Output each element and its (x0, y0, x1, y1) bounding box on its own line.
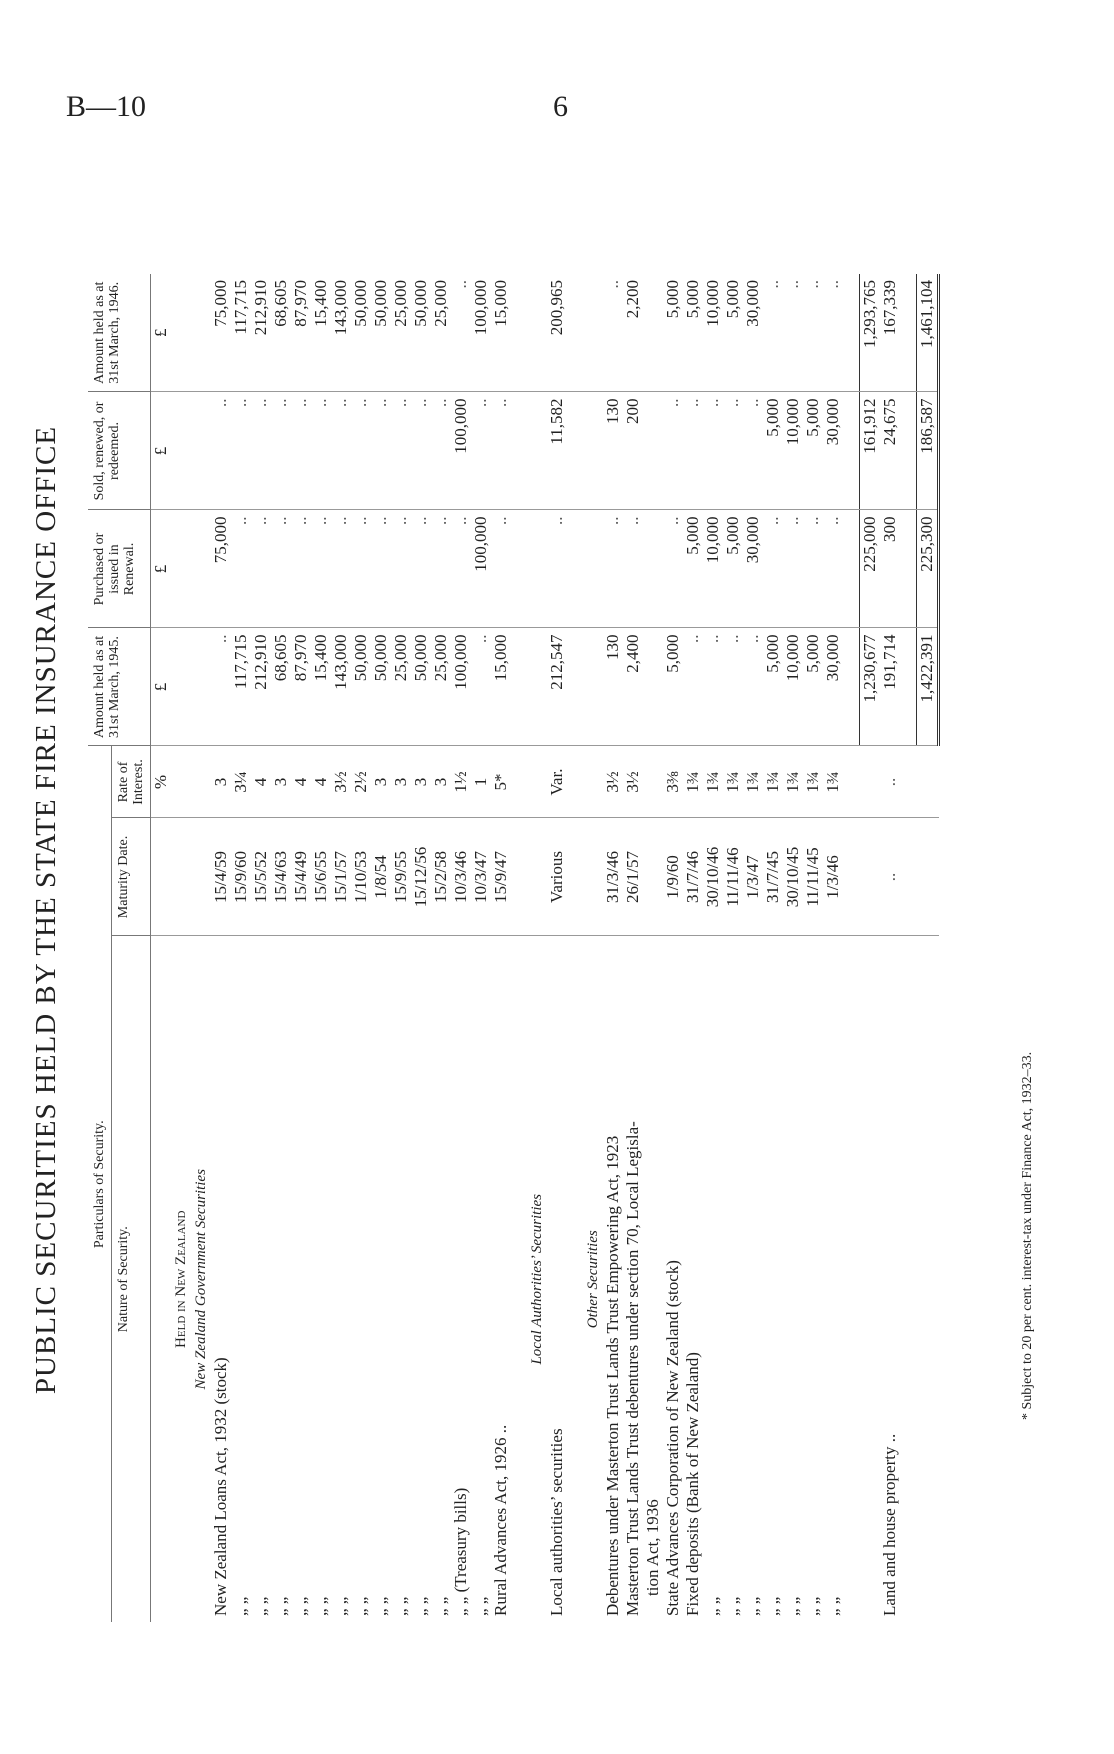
held-1946: 5,000 (683, 274, 703, 392)
held-1946: 5,000 (663, 274, 683, 392)
purchased: .. (371, 510, 391, 628)
held-1945: 50,000 (411, 628, 431, 746)
held-1945: 30,000 (823, 628, 843, 746)
purchased: .. (763, 510, 783, 628)
interest-rate: 3½ (603, 746, 623, 818)
held-1945: 87,970 (291, 628, 311, 746)
header-held-1946: Amount held as at 31st March, 1946. (88, 274, 151, 392)
held-1946: 200,965 (547, 274, 567, 392)
units-row (151, 274, 172, 1622)
section-nz-govt: New Zealand Government Securities (193, 1169, 209, 1390)
maturity-date: 1/10/53 (351, 818, 371, 936)
table-row (251, 274, 271, 1622)
table-row (703, 274, 723, 1622)
held-1945: 25,000 (431, 628, 451, 746)
purchased: .. (547, 510, 567, 628)
header-nature: Nature of Security. (112, 936, 151, 1622)
table-row (643, 274, 663, 1622)
table-row (723, 274, 743, 1622)
held-1945: .. (723, 628, 743, 746)
sold: 5,000 (803, 392, 823, 510)
held-1945: 2,400 (623, 628, 643, 746)
interest-rate: 4 (311, 746, 331, 818)
security-nature: „ „ (251, 1596, 270, 1616)
maturity-date: 15/5/52 (251, 818, 271, 936)
purchased (643, 510, 663, 628)
land-maturity: .. (880, 818, 900, 936)
header-held-1945: Amount held as at 31st March, 1945. (88, 628, 151, 746)
held-1946: 87,970 (291, 274, 311, 392)
subtotal-sold: 161,912 (860, 392, 881, 510)
security-nature: Rural Advances Act, 1926 .. (491, 1424, 510, 1616)
held-1946: 30,000 (743, 274, 763, 392)
table-row (783, 274, 803, 1622)
security-nature: „ „ (471, 1596, 490, 1616)
total-held-1945: 1,422,391 (917, 628, 939, 746)
interest-rate (643, 746, 663, 818)
maturity-date: 15/4/49 (291, 818, 311, 936)
interest-rate: 1¾ (823, 746, 843, 818)
interest-rate: 1¾ (783, 746, 803, 818)
maturity-date: 15/9/47 (491, 818, 511, 936)
interest-rate: 1¾ (763, 746, 783, 818)
interest-rate: 3½ (331, 746, 351, 818)
table-row (431, 274, 451, 1622)
maturity-date: 31/7/46 (683, 818, 703, 936)
purchased: .. (231, 510, 251, 628)
interest-rate: 3⅜ (663, 746, 683, 818)
held-1946: 75,000 (211, 274, 231, 392)
held-1945: 5,000 (803, 628, 823, 746)
held-1945: 25,000 (391, 628, 411, 746)
table-row (371, 274, 391, 1622)
maturity-date: 15/9/55 (391, 818, 411, 936)
purchased: 100,000 (471, 510, 491, 628)
purchased: .. (331, 510, 351, 628)
maturity-date: 11/11/46 (723, 818, 743, 936)
interest-rate: 3 (211, 746, 231, 818)
total-sold: 186,587 (917, 392, 939, 510)
sold (643, 392, 663, 510)
held-1946: 212,910 (251, 274, 271, 392)
subtotal-held-1945: 1,230,677 (860, 628, 881, 746)
held-1946: 10,000 (703, 274, 723, 392)
table-row (623, 274, 643, 1622)
totals-body (843, 274, 939, 1622)
maturity-date: 30/10/46 (703, 818, 723, 936)
purchased: .. (823, 510, 843, 628)
held-1946: 2,200 (623, 274, 643, 392)
held-1945: 5,000 (763, 628, 783, 746)
purchased: .. (411, 510, 431, 628)
total-held-1946: 1,461,104 (917, 274, 939, 392)
table-row (491, 274, 511, 1622)
purchased: .. (623, 510, 643, 628)
security-nature: „ „ (743, 1596, 762, 1616)
interest-rate: 5* (491, 746, 511, 818)
sold: .. (411, 392, 431, 510)
report-reference: B—10 (66, 90, 147, 123)
held-1945: .. (743, 628, 763, 746)
held-1946: 5,000 (723, 274, 743, 392)
held-1946 (643, 274, 663, 392)
header-sold: Sold, renewed, or redeemed. (88, 392, 151, 510)
header-particulars: Particulars of Security. (88, 746, 112, 1622)
held-1945: 212,547 (547, 628, 567, 746)
sold: .. (391, 392, 411, 510)
table-row (803, 274, 823, 1622)
sold: 30,000 (823, 392, 843, 510)
maturity-date: 15/2/58 (431, 818, 451, 936)
held-1946: 25,000 (431, 274, 451, 392)
security-nature: New Zealand Loans Act, 1932 (stock) (211, 1357, 230, 1616)
sold: .. (743, 392, 763, 510)
purchased: .. (391, 510, 411, 628)
land-rate: .. (880, 746, 900, 818)
held-1945: 15,400 (311, 628, 331, 746)
subtotal-row (860, 274, 881, 1622)
page-number: 6 (553, 90, 568, 123)
page-title: PUBLIC SECURITIES HELD BY THE STATE FIRE INSURANCE OFFICE (30, 425, 62, 1395)
interest-rate: 3 (391, 746, 411, 818)
held-1945: 50,000 (371, 628, 391, 746)
table-header-row (88, 274, 112, 1622)
purchased: .. (603, 510, 623, 628)
interest-rate: 1¾ (743, 746, 763, 818)
security-nature: „ „ (351, 1596, 370, 1616)
table-row (763, 274, 783, 1622)
sold: .. (351, 392, 371, 510)
interest-rate: 3 (371, 746, 391, 818)
interest-rate: 3 (431, 746, 451, 818)
maturity-date: 31/7/45 (763, 818, 783, 936)
held-1946: 143,000 (331, 274, 351, 392)
table-row (411, 274, 431, 1622)
interest-rate: 1 (471, 746, 491, 818)
interest-rate: 3 (411, 746, 431, 818)
held-1945: .. (683, 628, 703, 746)
held-1945 (643, 628, 663, 746)
purchased: .. (803, 510, 823, 628)
maturity-date: 10/3/46 (451, 818, 471, 936)
maturity-date: 1/8/54 (371, 818, 391, 936)
header-maturity: Maturity Date. (112, 818, 151, 936)
sold: 11,582 (547, 392, 567, 510)
security-nature: „ „ (723, 1596, 742, 1616)
interest-rate: 3½ (623, 746, 643, 818)
total-purchased: 225,300 (917, 510, 939, 628)
security-nature: „ „ (431, 1596, 450, 1616)
interest-rate: 1½ (451, 746, 471, 818)
purchased: .. (291, 510, 311, 628)
sold: .. (491, 392, 511, 510)
security-nature: Fixed deposits (Bank of New Zealand) (683, 1352, 702, 1616)
security-nature: „ „ (823, 1596, 842, 1616)
table-row (331, 274, 351, 1622)
held-1946: .. (783, 274, 803, 392)
section-caption-row (583, 274, 603, 1622)
held-1946: .. (803, 274, 823, 392)
table-row (663, 274, 683, 1622)
section-caption-row (171, 274, 191, 1622)
table-row (451, 274, 471, 1622)
money-unit-sold: £ (151, 392, 172, 510)
table-row (231, 274, 251, 1622)
rate-unit: % (151, 746, 172, 818)
purchased: .. (451, 510, 471, 628)
table-body (151, 274, 512, 1622)
security-nature: „ „ (763, 1596, 782, 1616)
land-held-1945: 191,714 (880, 628, 900, 746)
sold: .. (663, 392, 683, 510)
securities-table (88, 274, 940, 1622)
held-1946: 50,000 (411, 274, 431, 392)
sold: .. (291, 392, 311, 510)
table-row (683, 274, 703, 1622)
interest-rate: 1¾ (703, 746, 723, 818)
held-1946: .. (823, 274, 843, 392)
money-unit-1945: £ (151, 628, 172, 746)
table-row (823, 274, 843, 1622)
maturity-date: 15/1/57 (331, 818, 351, 936)
section-other: Other Securities (585, 1230, 601, 1329)
purchased: .. (783, 510, 803, 628)
sold: 5,000 (763, 392, 783, 510)
table-row (351, 274, 371, 1622)
money-unit-purchased: £ (151, 510, 172, 628)
held-1945: 68,605 (271, 628, 291, 746)
money-unit-1946: £ (151, 274, 172, 392)
maturity-date: 1/9/60 (663, 818, 683, 936)
purchased: .. (271, 510, 291, 628)
held-1946: .. (763, 274, 783, 392)
interest-rate: 4 (251, 746, 271, 818)
security-nature: „ „ (703, 1596, 722, 1616)
footnote: * Subject to 20 per cent. interest-tax under Finance Act, 1932–33. (1020, 1051, 1035, 1420)
interest-rate: 1¾ (803, 746, 823, 818)
security-nature: „ „ (291, 1596, 310, 1616)
interest-rate: 1¾ (683, 746, 703, 818)
maturity-date: 15/4/63 (271, 818, 291, 936)
sold: .. (251, 392, 271, 510)
security-nature: Debentures under Masterton Trust Lands Trust Empowering Act, 1923 (603, 1135, 622, 1616)
purchased: 75,000 (211, 510, 231, 628)
land-purchased: 300 (880, 510, 900, 628)
security-nature: „ „ (391, 1596, 410, 1616)
maturity-date: 1/3/46 (823, 818, 843, 936)
table-row (743, 274, 763, 1622)
held-1945: .. (211, 628, 231, 746)
purchased: 5,000 (723, 510, 743, 628)
held-1946: 50,000 (371, 274, 391, 392)
table-row (603, 274, 623, 1622)
table-row (291, 274, 311, 1622)
sold: .. (703, 392, 723, 510)
purchased: .. (663, 510, 683, 628)
held-1945: .. (703, 628, 723, 746)
security-nature: „ „ (331, 1596, 350, 1616)
held-1946: 117,715 (231, 274, 251, 392)
sold: 130 (603, 392, 623, 510)
purchased: .. (311, 510, 331, 628)
interest-rate: Var. (547, 746, 567, 818)
held-1946: .. (451, 274, 471, 392)
maturity-date: 31/3/46 (603, 818, 623, 936)
security-nature: tion Act, 1936 (643, 1499, 662, 1596)
held-1946: 25,000 (391, 274, 411, 392)
land-nature: Land and house property .. (880, 1433, 899, 1616)
sold: .. (723, 392, 743, 510)
held-1945: 117,715 (231, 628, 251, 746)
local-body (511, 274, 567, 1622)
security-nature: „ „ (311, 1596, 330, 1616)
maturity-date (643, 818, 663, 936)
held-1946: .. (603, 274, 623, 392)
section-caption-row (191, 274, 211, 1622)
security-nature: „ „ (231, 1596, 250, 1616)
table-row (311, 274, 331, 1622)
maturity-date: 15/12/56 (411, 818, 431, 936)
land-row (880, 274, 900, 1622)
purchased: .. (431, 510, 451, 628)
sold: .. (331, 392, 351, 510)
held-1945: 212,910 (251, 628, 271, 746)
held-1945: 130 (603, 628, 623, 746)
sold: .. (231, 392, 251, 510)
held-1946: 15,000 (491, 274, 511, 392)
sold: .. (211, 392, 231, 510)
table-row (211, 274, 231, 1622)
purchased: 30,000 (743, 510, 763, 628)
maturity-date: 15/6/55 (311, 818, 331, 936)
interest-rate: 3 (271, 746, 291, 818)
section-local: Local Authorities’ Securities (529, 1193, 545, 1365)
held-1945: .. (471, 628, 491, 746)
subtotal-purchased: 225,000 (860, 510, 881, 628)
table-row (471, 274, 491, 1622)
interest-rate: 2½ (351, 746, 371, 818)
security-nature: „ „ (371, 1596, 390, 1616)
security-nature: „ „ (803, 1596, 822, 1616)
section-caption-row (527, 274, 547, 1622)
land-sold: 24,675 (880, 392, 900, 510)
security-nature: „ „ (411, 1596, 430, 1616)
maturity-date: 11/11/45 (803, 818, 823, 936)
purchased: .. (491, 510, 511, 628)
sold: 100,000 (451, 392, 471, 510)
subtotal-held-1946: 1,293,765 (860, 274, 881, 392)
security-nature: Local authorities’ securities (547, 1428, 566, 1616)
security-nature: „ „ (783, 1596, 802, 1616)
sold: .. (271, 392, 291, 510)
purchased: 10,000 (703, 510, 723, 628)
maturity-date: 10/3/47 (471, 818, 491, 936)
sold: .. (471, 392, 491, 510)
interest-rate: 1¾ (723, 746, 743, 818)
maturity-date: 1/3/47 (743, 818, 763, 936)
header-purchased: Purchased or issued in Renewal. (88, 510, 151, 628)
purchased: .. (351, 510, 371, 628)
sold: 10,000 (783, 392, 803, 510)
purchased: 5,000 (683, 510, 703, 628)
held-1946: 50,000 (351, 274, 371, 392)
maturity-date: 26/1/57 (623, 818, 643, 936)
grand-total-row (917, 274, 939, 1622)
held-1946: 68,605 (271, 274, 291, 392)
maturity-date: 15/9/60 (231, 818, 251, 936)
sold: .. (371, 392, 391, 510)
maturity-date: 15/4/59 (211, 818, 231, 936)
sold: .. (431, 392, 451, 510)
table-row (547, 274, 567, 1622)
interest-rate: 3¼ (231, 746, 251, 818)
security-nature: „ „ (271, 1596, 290, 1616)
security-nature: State Advances Corporation of New Zealand (stock) (663, 1260, 682, 1616)
rotated-table-page (30, 160, 1050, 1660)
sold: 200 (623, 392, 643, 510)
held-1945: 50,000 (351, 628, 371, 746)
held-1945: 15,000 (491, 628, 511, 746)
land-held-1946: 167,339 (880, 274, 900, 392)
held-1946: 100,000 (471, 274, 491, 392)
maturity-date: 30/10/45 (783, 818, 803, 936)
held-1946: 15,400 (311, 274, 331, 392)
held-1945: 10,000 (783, 628, 803, 746)
sold: .. (683, 392, 703, 510)
maturity-date: Various (547, 818, 567, 936)
held-1945: 143,000 (331, 628, 351, 746)
other-body (567, 274, 843, 1622)
table-row (391, 274, 411, 1622)
purchased: .. (251, 510, 271, 628)
table-row (271, 274, 291, 1622)
section-held-in-nz: Held in New Zealand (173, 1210, 189, 1348)
sold: .. (311, 392, 331, 510)
security-nature: Masterton Trust Lands Trust debentures under section 70, Local Legisla- (623, 1121, 642, 1616)
interest-rate: 4 (291, 746, 311, 818)
held-1945: 100,000 (451, 628, 471, 746)
security-nature: „ „ (Treasury bills) (451, 1487, 470, 1616)
header-rate: Rate of Interest. (112, 746, 151, 818)
held-1945: 5,000 (663, 628, 683, 746)
